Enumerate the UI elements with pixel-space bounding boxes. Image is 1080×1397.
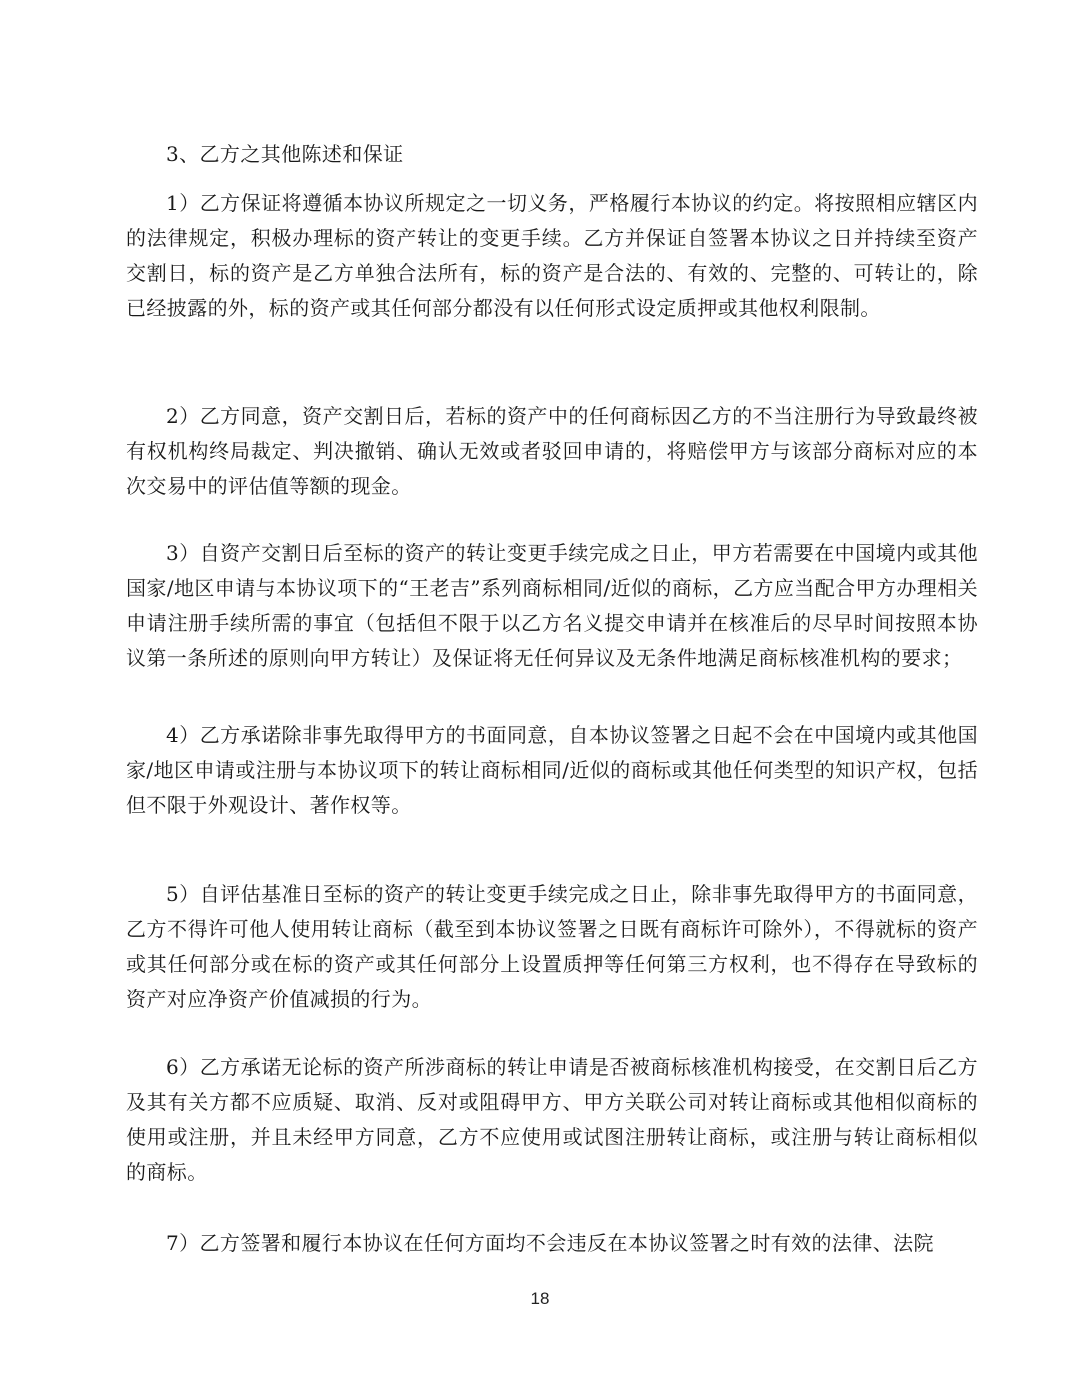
paragraph-text: 5）自评估基准日至标的资产的转让变更手续完成之日止，除非事先取得甲方的书面同意，乙方不得许可他人使用转让商标（截至到本协议签署之日既有商标许可除外），不得就标的资产或其任何部分或在标的资产或其任何部分上设置质押等任何第三方权利，也不得存在导致标的资产对应净资产价值减损的行为。 <box>126 882 978 1011</box>
paragraph-5 <box>126 877 978 1017</box>
paragraph-2 <box>126 399 978 504</box>
page-number: 18 <box>530 1289 550 1308</box>
paragraph-6 <box>126 1050 978 1190</box>
paragraph-1 <box>126 186 978 326</box>
section-heading: 3、乙方之其他陈述和保证 <box>166 142 404 166</box>
paragraph-text: 7）乙方签署和履行本协议在任何方面均不会违反在本协议签署之时有效的法律、法院 <box>166 1231 934 1255</box>
paragraph-text: 2）乙方同意，资产交割日后，若标的资产中的任何商标因乙方的不当注册行为导致最终被有权机构终局裁定、判决撤销、确认无效或者驳回申请的，将赔偿甲方与该部分商标对应的本次交易中的评估值等额的现金。 <box>126 404 978 498</box>
paragraph-3 <box>126 536 978 676</box>
paragraph-text: 4）乙方承诺除非事先取得甲方的书面同意，自本协议签署之日起不会在中国境内或其他国家/地区申请或注册与本协议项下的转让商标相同/近似的商标或其他任何类型的知识产权，包括但不限于外观设计、著作权等。 <box>126 723 978 817</box>
paragraph-text: 6）乙方承诺无论标的资产所涉商标的转让申请是否被商标核准机构接受，在交割日后乙方及其有关方都不应质疑、取消、反对或阻碍甲方、甲方关联公司对转让商标或其他相似商标的使用或注册，并且未经甲方同意，乙方不应使用或试图注册转让商标，或注册与转让商标相似的商标。 <box>126 1055 978 1184</box>
paragraph-7 <box>126 1226 978 1261</box>
paragraph-text: 1）乙方保证将遵循本协议所规定之一切义务，严格履行本协议的约定。将按照相应辖区内的法律规定，积极办理标的资产转让的变更手续。乙方并保证自签署本协议之日并持续至资产交割日，标的资产是乙方单独合法所有，标的资产是合法的、有效的、完整的、可转让的，除已经披露的外，标的资产或其任何部分都没有以任何形式设定质押或其他权利限制。 <box>126 191 978 320</box>
paragraph-4 <box>126 718 978 823</box>
paragraph-text: 3）自资产交割日后至标的资产的转让变更手续完成之日止，甲方若需要在中国境内或其他国家/地区申请与本协议项下的“王老吉”系列商标相同/近似的商标，乙方应当配合甲方办理相关申请注册手续所需的事宜（包括但不限于以乙方名义提交申请并在核准后的尽早时间按照本协议第一条所述的原则向甲方转让）及保证将无任何异议及无条件地满足商标核准机构的要求； <box>126 541 978 670</box>
